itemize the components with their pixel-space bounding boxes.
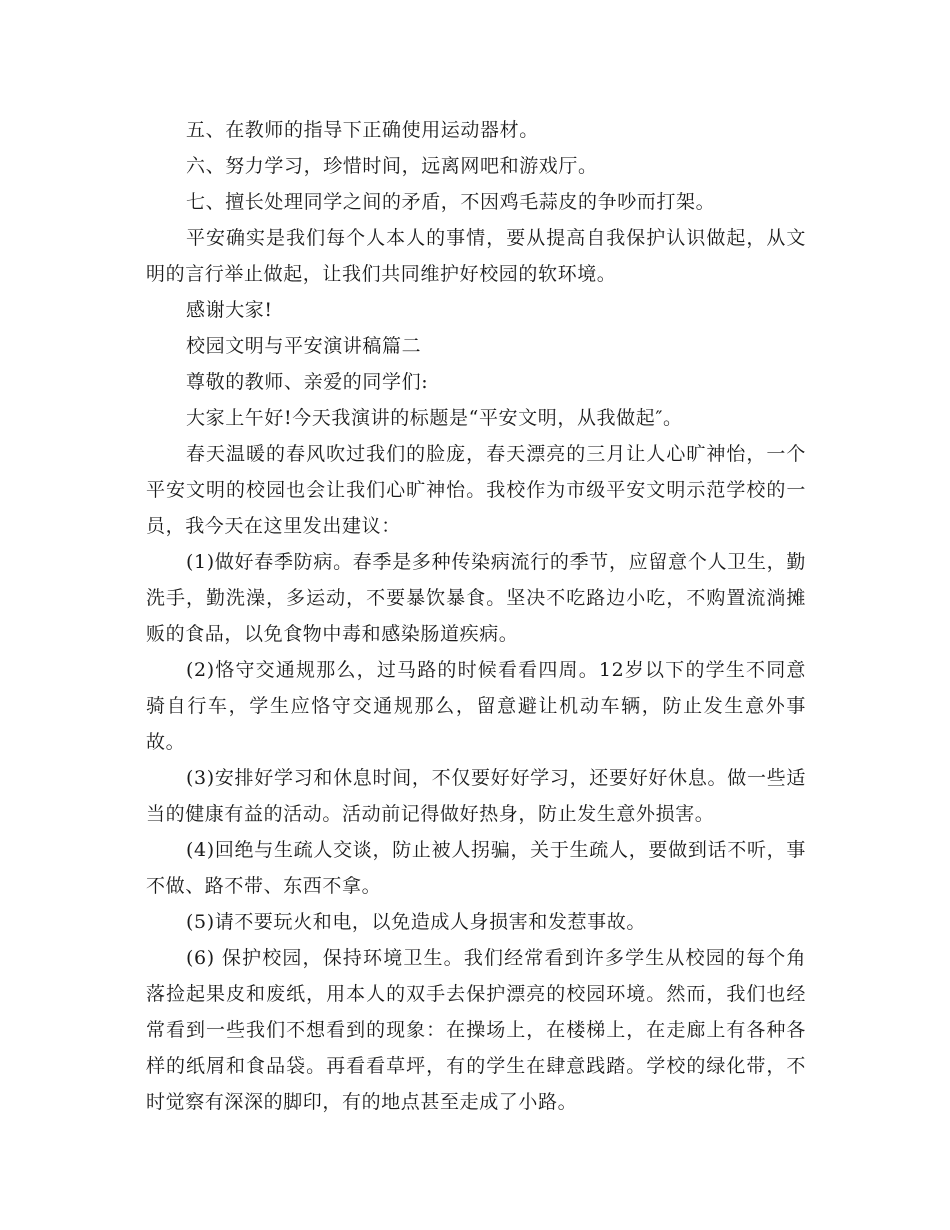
- paragraph: 感谢大家!: [186, 299, 273, 321]
- paragraph: 五、在教师的指导下正确使用运动器材。: [186, 119, 539, 141]
- paragraph: 七、擅长处理同学之间的矛盾，不因鸡毛蒜皮的争吵而打架。: [186, 191, 716, 213]
- paragraph: (5)请不要玩火和电，以免造成人身损害和发惹事故。: [186, 911, 646, 933]
- section-title: 校园文明与平安演讲稿篇二: [186, 335, 422, 357]
- paragraph: 平安确实是我们每个人本人的事情，要从提高自我保护认识做起，从文明的言行举止做起，让我们共同维护好校园的软环境。: [146, 227, 806, 285]
- paragraph: 大家上午好!今天我演讲的标题是“平安文明，从我做起″。: [186, 407, 683, 429]
- document-body: [146, 112, 806, 1120]
- salutation: 尊敬的教师、亲爱的同学们:: [186, 371, 429, 393]
- paragraph: 六、努力学习，珍惜时间，远离网吧和游戏厅。: [186, 155, 598, 177]
- paragraph: (2)恪守交通规那么，过马路的时候看看四周。12岁以下的学生不同意骑自行车，学生应恪守交通规那么，留意避让机动车辆，防止发生意外事故。: [146, 659, 806, 753]
- paragraph: (4)回绝与生疏人交谈，防止被人拐骗，关于生疏人，要做到话不听，事不做、路不带、东西不拿。: [146, 839, 806, 897]
- paragraph: (3)安排好学习和休息时间，不仅要好好学习，还要好好休息。做一些适当的健康有益的活动。活动前记得做好热身，防止发生意外损害。: [146, 767, 806, 825]
- paragraph: (6) 保护校园，保持环境卫生。我们经常看到许多学生从校园的每个角落捡起果皮和废纸，用本人的双手去保护漂亮的校园环境。然而，我们也经常看到一些我们不想看到的现象：在操场上，在楼梯上，在走廊上有各种各样的纸屑和食品袋。再看看草坪，有的学生在肆意践踏。学校的绿化带，不时觉察有深深的脚印，有的地点甚至走成了小路。: [146, 947, 806, 1113]
- paragraph: 春天温暖的春风吹过我们的脸庞，春天漂亮的三月让人心旷神怡，一个平安文明的校园也会让我们心旷神怡。我校作为市级平安文明示范学校的一员，我今天在这里发出建议：: [146, 443, 806, 537]
- paragraph: (1)做好春季防病。春季是多种传染病流行的季节，应留意个人卫生，勤洗手，勤洗澡，多运动，不要暴饮暴食。坚决不吃路边小吃，不购置流淌摊贩的食品，以免食物中毒和感染肠道疾病。: [146, 551, 806, 645]
